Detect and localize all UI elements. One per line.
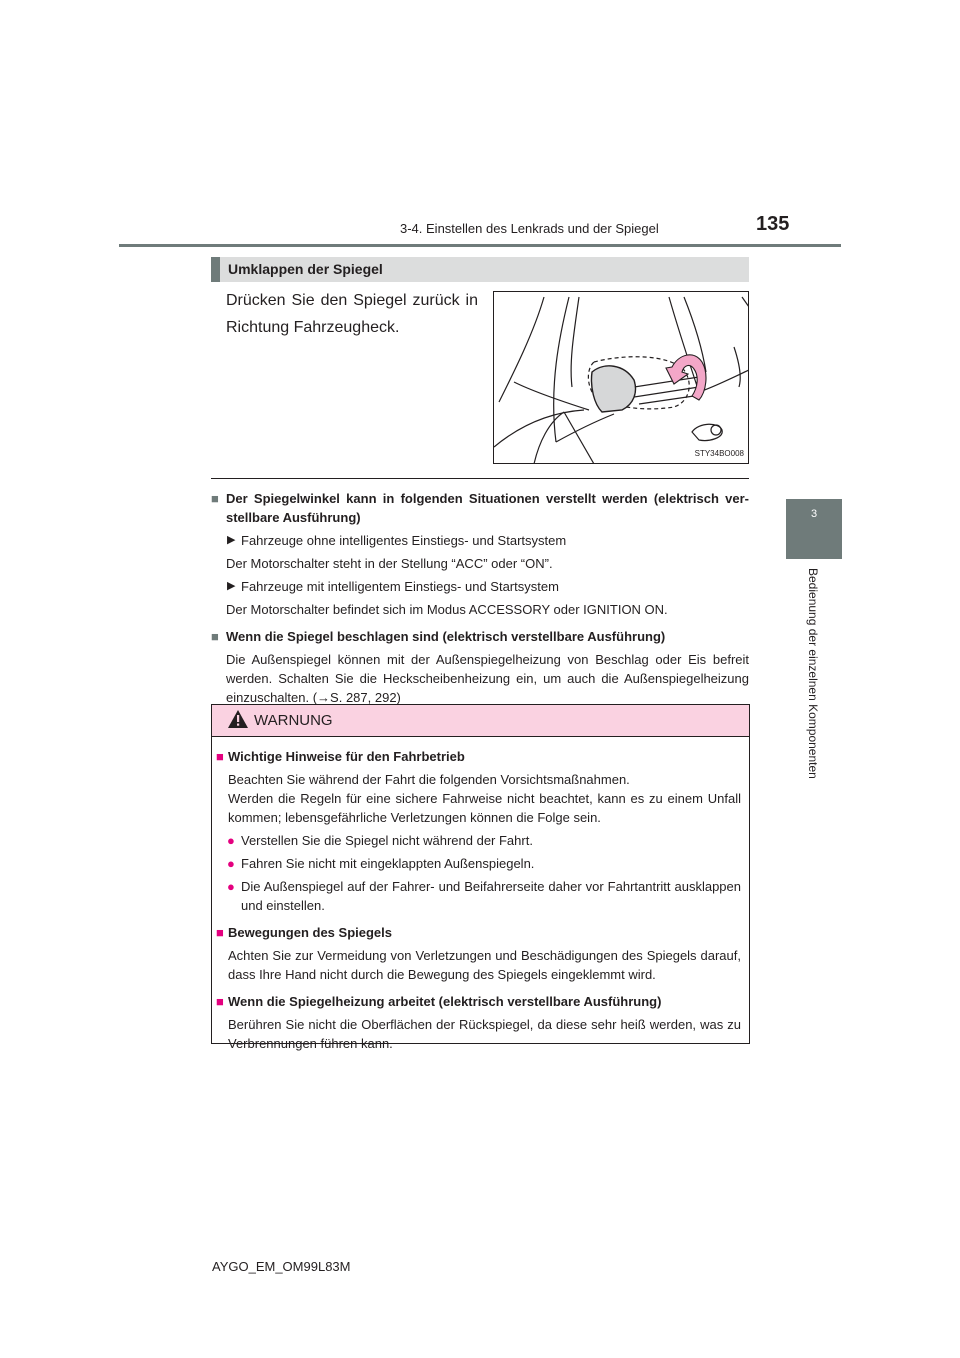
chapter-number: 3 (810, 508, 818, 520)
warning-bullet (216, 877, 741, 915)
content-divider (211, 478, 749, 479)
chapter-title: Bedienung der einzelnen Komponenten (806, 568, 820, 779)
figure-code: STY34BO008 (694, 449, 744, 458)
warning-text: Berühren Sie nicht die Oberflächen der Rückspiegel, da diese sehr heiß werden, was zu Verbrennungen führen kann. (228, 1017, 741, 1051)
note-heading (211, 627, 749, 646)
warning-bullet (216, 854, 741, 873)
square-bullet-icon: ■ (211, 491, 219, 506)
warning-heading-text: Wenn die Spiegelheizung arbeitet (elektrisch verstellbare Ausführung) (228, 994, 662, 1009)
warning-bullet-text: Die Außenspiegel auf der Fahrer- und Beifahrerseite daher vor Fahrtantritt ausklappen und einstellen. (241, 879, 741, 913)
running-header: 3-4. Einstellen des Lenkrads und der Spiegel (400, 221, 659, 236)
condition-body: Der Motorschalter befindet sich im Modus ACCESSORY oder IGNITION ON. (226, 602, 668, 617)
warning-section-heading (216, 992, 741, 1011)
warning-bullet (216, 831, 741, 850)
page-number: 135 (756, 213, 790, 235)
note-body: Die Außenspiegel können mit der Außenspiegelheizung von Beschlag oder Eis befreit werden. Schalten Sie die Heckscheibenheizung ein, um auch die Außenspiegelheizung einzuschalten. (→S. 287, 292) (226, 652, 749, 705)
intro-text: Drücken Sie den Spiegel zurück in Richtung Fahrzeugheck. (226, 292, 478, 336)
warning-text: Achten Sie zur Vermeidung von Verletzungen und Beschädigungen des Spiegels darauf, dass Ihre Hand nicht durch die Bewegung des Spiegels eingeklemmt wird. (228, 948, 741, 982)
document-code: AYGO_EM_OM99L83M (212, 1259, 351, 1274)
circle-bullet-icon: ● (227, 879, 235, 894)
warning-heading-text: Wichtige Hinweise für den Fahrbetrieb (228, 749, 465, 764)
warning-heading-text: Bewegungen des Spiegels (228, 925, 392, 940)
warning-section-heading (216, 923, 741, 942)
square-bullet-icon: ■ (216, 749, 224, 764)
mirror-fold-illustration (493, 291, 749, 464)
warning-header (212, 705, 749, 737)
note-heading (211, 489, 749, 527)
square-bullet-icon: ■ (216, 925, 224, 940)
warning-title: WARNUNG (254, 712, 333, 729)
triangle-bullet-icon: ▶ (227, 580, 236, 592)
section-heading (211, 257, 749, 282)
square-bullet-icon: ■ (216, 994, 224, 1009)
mirror-fold-drawing (494, 292, 749, 464)
warning-bullet-text: Fahren Sie nicht mit eingeklappten Außenspiegeln. (241, 856, 535, 871)
warning-triangle-icon (227, 709, 249, 729)
notes-block (211, 489, 749, 707)
circle-bullet-icon: ● (227, 833, 235, 848)
condition-item (211, 577, 749, 596)
condition-text: Fahrzeuge ohne intelligentes Einstiegs- und Startsystem (241, 533, 567, 548)
note-heading-text: Wenn die Spiegel beschlagen sind (elektrisch verstellbare Ausführung) (226, 629, 666, 644)
warning-box (211, 704, 750, 1051)
section-heading-text: Umklappen der Spiegel (228, 261, 383, 277)
warning-body (216, 747, 741, 1053)
triangle-bullet-icon: ▶ (227, 534, 236, 546)
condition-text: Fahrzeuge mit intelligentem Einstiegs- und Startsystem (241, 579, 559, 594)
warning-text-line: Werden die Regeln für eine sichere Fahrweise nicht beachtet, kann es zu einem Unfall kommen; lebensgefährliche Verletzungen können die Folge sein. (228, 791, 741, 825)
header-rule (119, 244, 841, 247)
circle-bullet-icon: ● (227, 856, 235, 871)
condition-item (211, 531, 749, 550)
warning-text (216, 770, 741, 827)
condition-body: Der Motorschalter steht in der Stellung “ACC” oder “ON”. (226, 556, 553, 571)
warning-bullet-text: Verstellen Sie die Spiegel nicht während der Fahrt. (241, 833, 533, 848)
square-bullet-icon: ■ (211, 629, 219, 644)
warning-section-heading (216, 747, 741, 766)
warning-text-line: Beachten Sie während der Fahrt die folgenden Vorsichtsmaßnahmen. (228, 772, 630, 787)
note-heading-text: Der Spiegelwinkel kann in folgenden Situationen verstellt werden (elektrisch verstellbare Ausführung) (226, 491, 749, 525)
